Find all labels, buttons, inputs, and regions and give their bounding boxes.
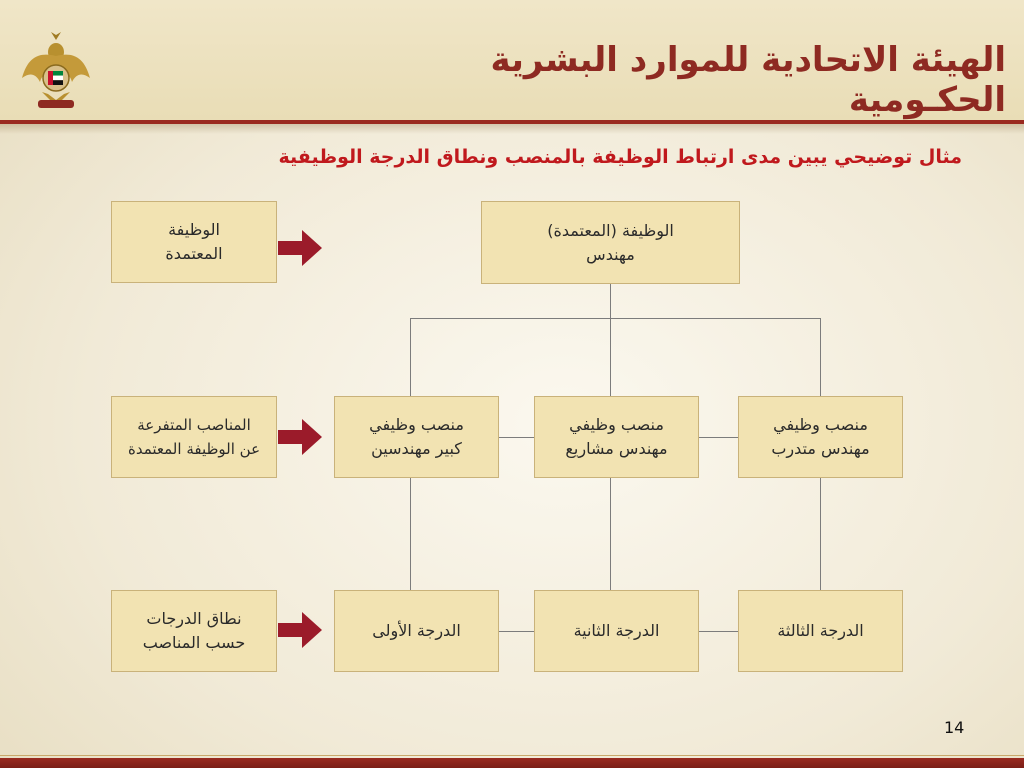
grade-label: الدرجة الثانية (573, 621, 660, 640)
left-label-line2: المعتمدة (165, 244, 223, 263)
left-label-line1: الوظيفة (168, 220, 220, 239)
right-arrow-icon (278, 228, 324, 268)
position-line1: منصب وظيفي (369, 415, 464, 434)
job-line2: مهندس (586, 244, 635, 264)
position-line2: مهندس مشاريع (565, 439, 668, 458)
grade-label: الدرجة الثالثة (777, 621, 864, 640)
left-label-line1: المناصب المتفرعة (137, 416, 251, 434)
footer-band (0, 758, 1024, 768)
slide-subtitle: مثال توضيحي يبين مدى ارتباط الوظيفة بالمنصب ونطاق الدرجة الوظيفية (278, 146, 962, 168)
job-line1: الوظيفة (المعتمدة) (547, 220, 674, 240)
connector-job-down (610, 284, 611, 318)
footer-divider (0, 755, 1024, 756)
connector-grade-h2 (699, 631, 738, 632)
position-line2: مهندس متدرب (771, 439, 870, 458)
position-box (534, 396, 699, 478)
connector-pos3-grade3 (820, 478, 821, 591)
left-label-line2: عن الوظيفة المعتمدة (127, 440, 261, 458)
left-label-line1: نطاق الدرجات (146, 609, 242, 628)
connector-pos2-grade2 (610, 478, 611, 591)
position-line1: منصب وظيفي (569, 415, 664, 434)
position-box (738, 396, 903, 478)
page-number: 14 (944, 718, 965, 737)
connector-right-down (820, 318, 821, 397)
left-label-grade-range (111, 590, 277, 672)
connector-pos1-grade1 (410, 478, 411, 591)
grade-box (334, 590, 499, 672)
position-line2: كبير مهندسين (371, 439, 462, 458)
uae-falcon-emblem-icon (20, 22, 92, 112)
connector-horizontal-top (410, 318, 821, 319)
connector-grade-h1 (499, 631, 534, 632)
header-shadow (0, 124, 1024, 134)
left-label-line2: حسب المناصب (142, 633, 246, 652)
approved-job-box (481, 201, 740, 284)
position-box (334, 396, 499, 478)
connector-center-down (610, 318, 611, 397)
connector-pos-h1 (499, 437, 534, 438)
left-label-approved-job (111, 201, 277, 283)
left-label-positions (111, 396, 277, 478)
grade-box (534, 590, 699, 672)
position-line1: منصب وظيفي (773, 415, 868, 434)
connector-left-down (410, 318, 411, 397)
right-arrow-icon (278, 417, 324, 457)
connector-pos-h2 (699, 437, 738, 438)
grade-box (738, 590, 903, 672)
grade-label: الدرجة الأولى (372, 621, 461, 640)
organization-title: الهيئة الاتحادية للموارد البشرية الحكـومية (490, 40, 1006, 120)
right-arrow-icon (278, 610, 324, 650)
